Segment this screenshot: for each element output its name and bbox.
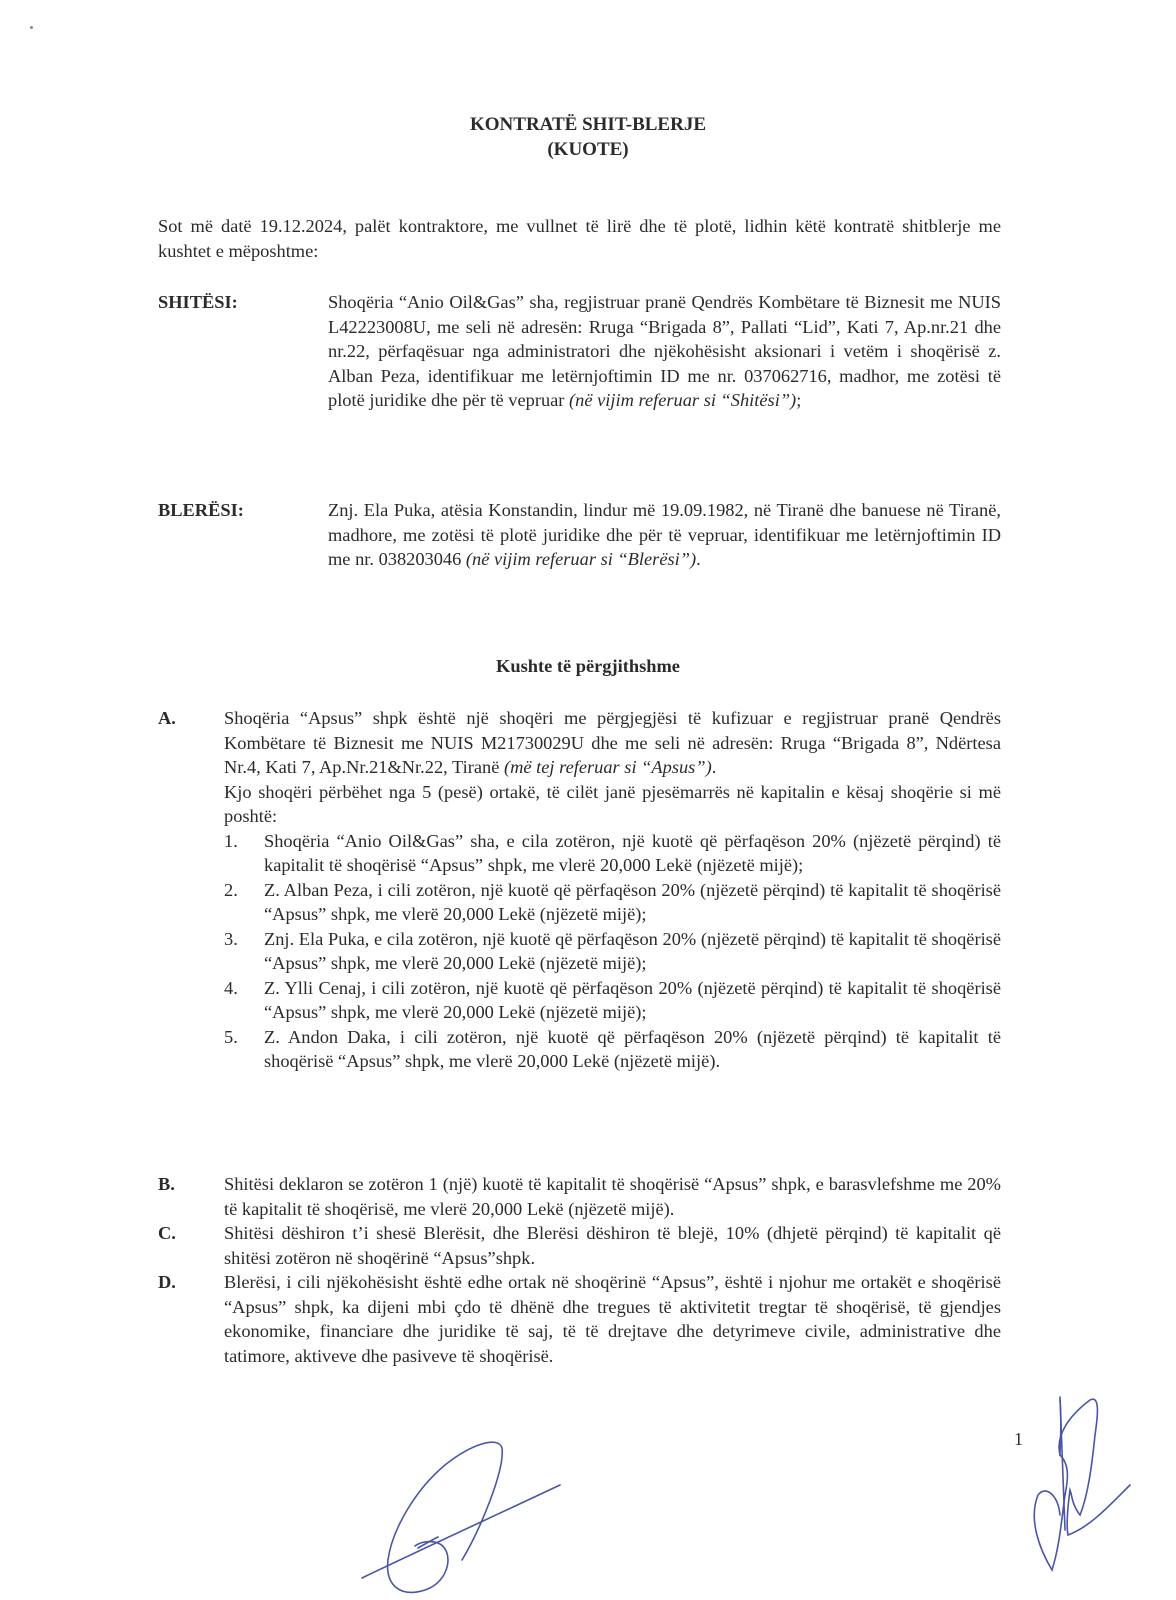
partner-text: Shoqëria “Anio Oil&Gas” sha, e cila zotëron, një kuotë që përfaqëson 20% (njëzetë përqind) të kapitalit të shoqërisë “Apsus” shpk, me vlerë 20,000 Lekë (njëzetë mijë); [264,830,1001,875]
partner-text: Z. Alban Peza, i cili zotëron, një kuotë që përfaqëson 20% (njëzetë përqind) të kapitalit të shoqërisë “Apsus” shpk, me vlerë 20,000 Lekë (njëzetë mijë); [264,879,1001,924]
partner-text: Z. Ylli Cenaj, i cili zotëron, një kuotë që përfaqëson 20% (njëzetë përqind) të kapitalit të shoqërisë “Apsus” shpk, me vlerë 20,000 Lekë (njëzetë mijë); [264,977,1001,1022]
clause-body: Shitësi dëshiron t’i shesë Blerësit, dhe Blerësi dëshiron të blejë, 10% (dhjetë përqind) të kapitalit që shitësi zotëron në shoqërinë “Apsus”shpk. [224,1223,1001,1268]
clause-a-text [224,706,1001,780]
partner-item [224,976,1001,1025]
signature-strokes [362,1442,560,1592]
buyer-reference: (në vijim referuar si “Blerësi”) [465,549,697,569]
partner-number: 3. [224,928,238,949]
document-subtitle: (KUOTE) [547,139,629,160]
clause-letter: D. [158,1272,176,1292]
clause-a-reference: (më tej referuar si “Apsus”) [503,757,712,777]
clause-body: Shitësi deklaron se zotëron 1 (një) kuotë të kapitalit të shoqërisë “Apsus” shpk, e barasvlefshme me 20% të kapitalit të shoqërisë, me vlerë 20,000 Lekë (njëzetë mijë). [224,1174,1001,1219]
scan-speck [30,26,33,29]
intro-paragraph: Sot më datë 19.12.2024, palët kontraktore, me vullnet të lirë dhe të plotë, lidhin këtë kontratë shitblerje me kushtet e mëposhtme: [158,216,1001,261]
document-title: KONTRATË SHIT-BLERJE [470,114,706,135]
clause-letter: C. [158,1223,176,1243]
partner-item [224,878,1001,927]
partner-item [224,1025,1001,1074]
seller-end: ; [796,390,802,410]
clause-a-end: . [711,757,717,777]
clause-letter: A. [158,708,176,728]
partners-intro: Kjo shoqëri përbëhet nga 5 (pesë) ortakë, të cilët janë pjesëmarrës në kapitalin e kësaj shoqërie si më poshtë: [224,781,1001,826]
clause-a-description: Shoqëria “Apsus” shpk është një shoqëri me përgjegjësi të kufizuar e regjistruar pranë Qendrës Kombëtare të Biznesit me NUIS M21730029U dhe me seli në adresën: Rruga “Brigada 8”, Ndërtesa Nr.4, Kati 7, Ap.Nr.21&Nr.22, Tiranë [224,708,1001,777]
signature-seller [330,1400,580,1600]
partner-number: 2. [224,879,238,900]
partner-item [224,927,1001,976]
partner-text: Znj. Ela Puka, e cila zotëron, një kuotë që përfaqëson 20% (njëzetë përqind) të kapitalit të shoqërisë “Apsus” shpk, me vlerë 20,000 Lekë (njëzetë mijë); [264,928,1001,973]
buyer-label: BLERËSI: [158,500,244,520]
partner-text: Z. Andon Daka, i cili zotëron, një kuotë që përfaqëson 20% (njëzetë përqind) të kapitalit të shoqërisë “Apsus” shpk, me vlerë 20,000 Lekë (njëzetë mijë). [264,1026,1001,1071]
buyer-description: Znj. Ela Puka, atësia Konstandin, lindur më 19.09.1982, në Tiranë dhe banuese në Tiranë, madhore, me zotësi të plotë juridike dhe për të vepruar, identifikuar me letërnjoftimin ID me nr. 038203046 [328,500,1001,569]
clause-letter: B. [158,1174,175,1194]
partner-number: 5. [224,1026,238,1047]
clause-body: Blerësi, i cili njëkohësisht është edhe ortak në shoqërinë “Apsus”, është i njohur me ortakët e shoqërisë “Apsus” shpk, ka dijeni mbi çdo të dhënë dhe tregues të aktivitetit tregtar të shoqërisë, të gjendjes ekonomike, financiare dhe juridike të saj, të të drejtave dhe detyrimeve civile, administrative dhe tatimore, aktiveve dhe pasiveve të shoqërisë. [224,1272,1001,1366]
seller-reference: (në vijim referuar si “Shitësi”) [569,390,797,410]
seller-description: Shoqëria “Anio Oil&Gas” sha, regjistruar pranë Qendrës Kombëtare të Biznesit me NUIS L42223008U, me seli në adresën: Rruga “Brigada 8”, Pallati “Lid”, Kati 7, Ap.nr.21 dhe nr.22, përfaqësuar nga administratori dhe njëkohësisht aksionari i vetëm i shoqërisë z. Alban Peza, identifikuar me letërnjoftimin ID me nr. 037062716, madhor, me zotësi të plotë juridike dhe për të vepruar [328,292,1001,410]
partner-item [224,829,1001,878]
clause-body [224,706,1001,1074]
buyer-end: . [696,549,701,569]
page-number: 1 [1014,1429,1023,1449]
signature-strokes [1034,1397,1130,1570]
buyer-text [328,498,1001,572]
section-heading: Kushte të përgjithshme [496,656,680,676]
partners-list [224,829,1001,1074]
signature-buyer [960,1355,1176,1600]
partner-number: 1. [224,830,238,851]
seller-label: SHITËSI: [158,292,238,312]
seller-text [328,290,1001,413]
partner-number: 4. [224,977,238,998]
